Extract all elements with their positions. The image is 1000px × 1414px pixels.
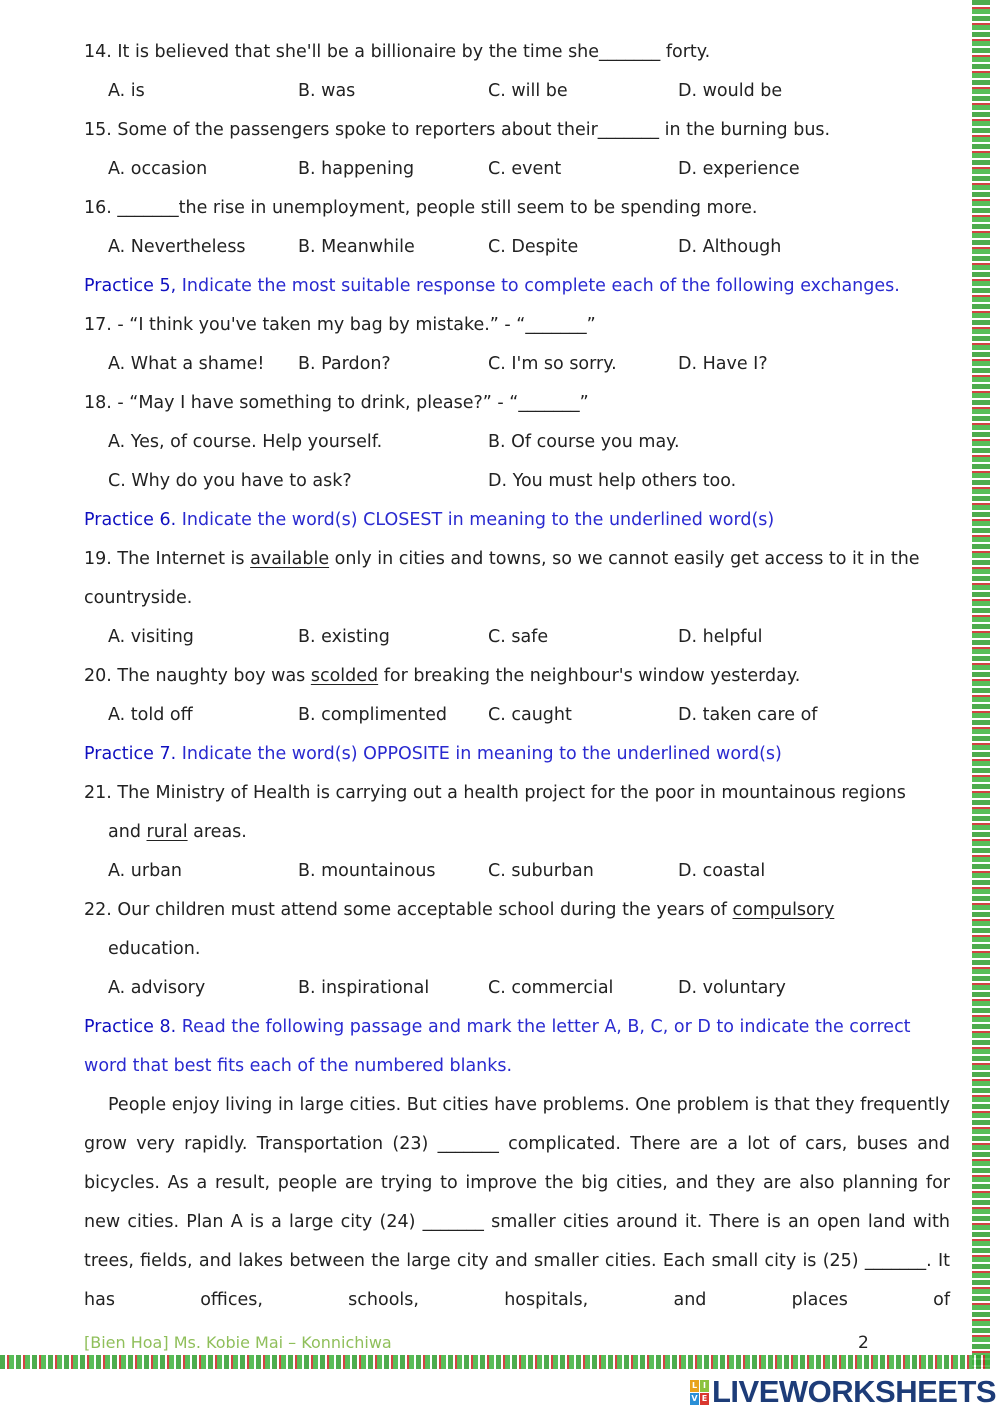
question-text: areas. [187, 822, 247, 842]
question-16-options [84, 228, 950, 267]
question-text: 19. The Internet is [84, 549, 251, 569]
question-18-options-ab [84, 423, 950, 462]
question-16: 16. _______the rise in unemployment, people still seem to be spending more. [84, 198, 758, 218]
holly-border-right [966, 0, 990, 1368]
option-a: A. is [108, 81, 145, 101]
question-22-options [84, 969, 950, 1008]
option-a: A. visiting [108, 627, 194, 647]
question-15: 15. Some of the passengers spoke to reporters about their_______ in the burning bus. [84, 120, 831, 140]
option-d: D. Although [678, 237, 782, 257]
option-b: B. inspirational [298, 978, 430, 998]
practice-8-heading [84, 1008, 950, 1047]
option-a: A. occasion [108, 159, 208, 179]
option-a: A. told off [108, 705, 193, 725]
option-a: A. Yes, of course. Help yourself. [108, 432, 383, 452]
option-d: D. voluntary [678, 978, 786, 998]
option-c: C. Why do you have to ask? [108, 471, 352, 491]
underlined-word: rural [146, 822, 188, 842]
option-c: C. event [488, 159, 562, 179]
question-19-options [84, 618, 950, 657]
practice-label: Practice 8. [84, 1017, 177, 1037]
question-text: and [108, 822, 147, 842]
reading-passage: People enjoy living in large cities. But cities have problems. One problem is that they frequently grow very rapidly. Transportation (23) _______ complicated. There are a lot of cars, buses and bicycles. As a result, people are trying to improve the big cities, and they are also planning for new cities. Plan A is a large city (24) _______ smaller cities around it. There is an open land with trees, fields, and lakes between the large city and smaller cities. Each small city is (25) _______. It has offices, schools, hospitals, and places of [84, 1095, 950, 1310]
practice-5-heading [84, 267, 950, 306]
question-21-options [84, 852, 950, 891]
option-a: A. What a shame! [108, 354, 265, 374]
option-b: B. mountainous [298, 861, 436, 881]
option-d: D. would be [678, 81, 783, 101]
underlined-word: scolded [310, 666, 379, 686]
option-b: B. Pardon? [298, 354, 391, 374]
option-d: D. helpful [678, 627, 763, 647]
question-17: 17. - “I think you've taken my bag by mistake.” - “_______” [84, 315, 596, 335]
footer-text: [Bien Hoa] Ms. Kobie Mai – Konnichiwa [84, 1333, 392, 1352]
option-c: C. will be [488, 81, 568, 101]
practice-label: Practice 7. [84, 744, 177, 764]
option-c: C. safe [488, 627, 549, 647]
question-text: 22. Our children must attend some acceptable school during the years of [84, 900, 733, 920]
practice-8-heading-continued: word that best fits each of the numbered blanks. [84, 1056, 513, 1076]
underlined-word: compulsory [732, 900, 835, 920]
question-text: 20. The naughty boy was [84, 666, 311, 686]
option-a: A. urban [108, 861, 182, 881]
option-c: C. suburban [488, 861, 594, 881]
question-21: 21. The Ministry of Health is carrying out a health project for the poor in mountainous regions [84, 783, 906, 803]
question-21-continued [84, 813, 950, 852]
logo-letter: V [691, 1393, 698, 1403]
practice-6-heading [84, 501, 950, 540]
liveworksheets-logo [690, 1374, 996, 1410]
option-b: B. was [298, 81, 356, 101]
practice-instruction: Read the following passage and mark the letter A, B, C, or D to indicate the correct [176, 1017, 911, 1037]
question-22-continued: education. [108, 939, 201, 959]
option-c: C. caught [488, 705, 572, 725]
option-d: D. experience [678, 159, 800, 179]
question-14: 14. It is believed that she'll be a billionaire by the time she_______ forty. [84, 42, 711, 62]
option-b: B. complimented [298, 705, 447, 725]
option-d: D. Have I? [678, 354, 768, 374]
question-text: only in cities and towns, so we cannot easily get access to it in the [329, 549, 920, 569]
option-d: D. You must help others too. [488, 471, 737, 491]
practice-instruction: Indicate the word(s) OPPOSITE in meaning to the underlined word(s) [176, 744, 782, 764]
question-18-options-cd [84, 462, 950, 501]
worksheet-content [84, 33, 950, 1320]
practice-label: Practice 5, [84, 276, 177, 296]
option-b: B. Of course you may. [488, 432, 680, 452]
practice-label: Practice 6. [84, 510, 177, 530]
option-b: B. happening [298, 159, 415, 179]
option-d: D. taken care of [678, 705, 818, 725]
logo-letter: L [691, 1380, 698, 1390]
logo-text: LIVEWORKSHEETS [712, 1374, 997, 1409]
option-b: B. Meanwhile [298, 237, 415, 257]
question-17-options [84, 345, 950, 384]
question-22 [84, 891, 950, 930]
option-c: C. Despite [488, 237, 579, 257]
logo-mark-icon [690, 1380, 709, 1405]
option-a: A. advisory [108, 978, 206, 998]
logo-letter: E [701, 1393, 708, 1403]
question-20 [84, 657, 950, 696]
option-a: A. Nevertheless [108, 237, 246, 257]
question-19 [84, 540, 950, 579]
holly-border-bottom [0, 1355, 990, 1369]
option-d: D. coastal [678, 861, 766, 881]
question-text: for breaking the neighbour's window yesterday. [378, 666, 801, 686]
option-b: B. existing [298, 627, 390, 647]
page-number: 2 [858, 1333, 869, 1353]
option-c: C. I'm so sorry. [488, 354, 617, 374]
practice-instruction: Indicate the word(s) CLOSEST in meaning to the underlined word(s) [176, 510, 775, 530]
question-18: 18. - “May I have something to drink, please?” - “_______” [84, 393, 589, 413]
question-15-options [84, 150, 950, 189]
practice-instruction: Indicate the most suitable response to complete each of the following exchanges. [176, 276, 900, 296]
option-c: C. commercial [488, 978, 614, 998]
logo-letter: I [700, 1380, 709, 1392]
question-20-options [84, 696, 950, 735]
practice-7-heading [84, 735, 950, 774]
question-14-options [84, 72, 950, 111]
underlined-word: available [250, 549, 330, 569]
question-19-continued: countryside. [84, 588, 193, 608]
